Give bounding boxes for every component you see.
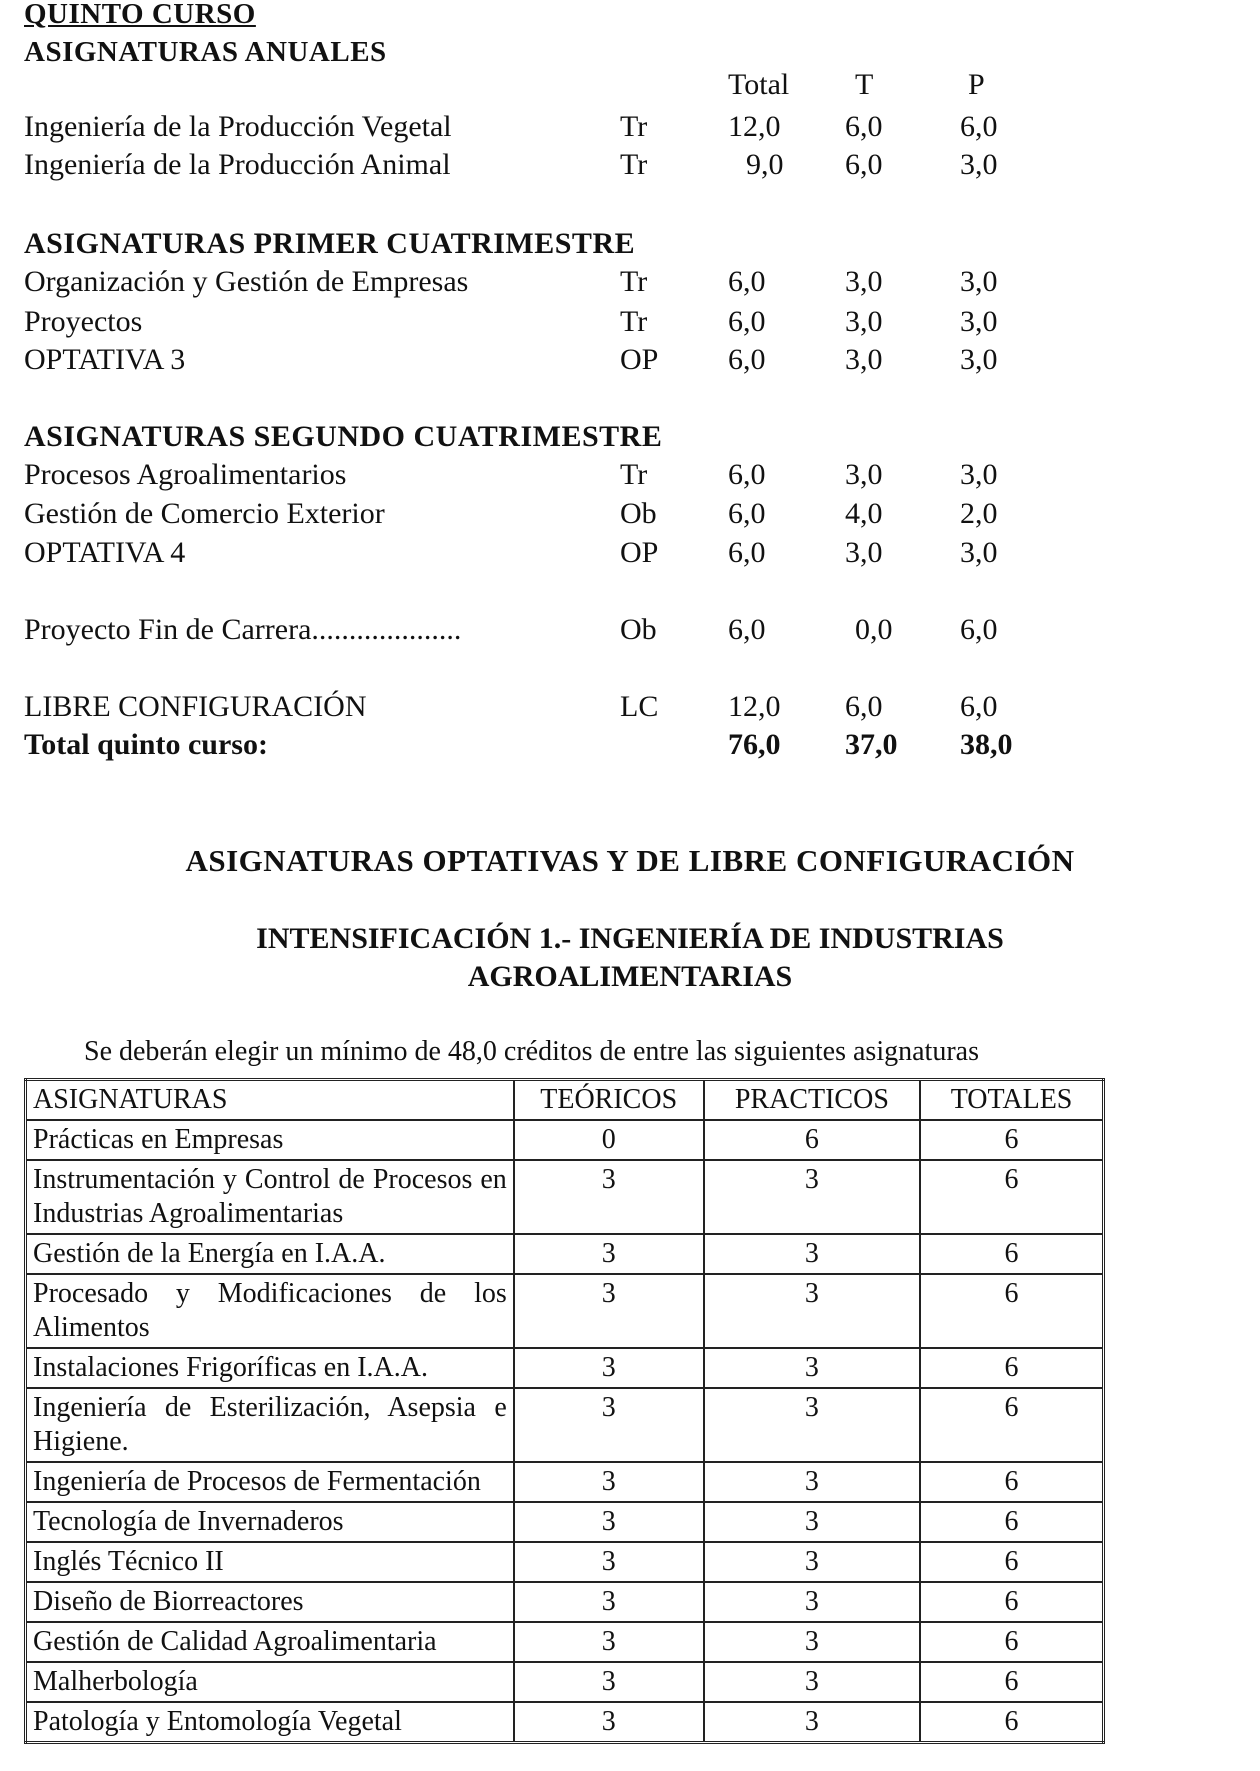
total-label: Total quinto curso: xyxy=(24,728,268,761)
cell-subject: Tecnología de Invernaderos xyxy=(26,1502,514,1542)
subject-name: Organización y Gestión de Empresas xyxy=(24,265,469,298)
cell-practice: 3 xyxy=(704,1582,920,1622)
subject-row xyxy=(0,690,1100,730)
table-row xyxy=(26,1622,1104,1662)
subject-name: LIBRE CONFIGURACIÓN xyxy=(24,690,367,723)
subject-name: Proyecto Fin de Carrera.................... xyxy=(24,613,462,646)
optional-title: ASIGNATURAS OPTATIVAS Y DE LIBRE CONFIGURACIÓN xyxy=(185,843,1075,878)
cell-practice: 3 xyxy=(704,1234,920,1274)
course-title: QUINTO CURSO xyxy=(24,0,256,30)
cell-subject: Inglés Técnico II xyxy=(26,1542,514,1582)
cell-theory: 3 xyxy=(514,1462,704,1502)
subject-type: Ob xyxy=(620,613,657,646)
subject-p: 2,0 xyxy=(960,497,998,530)
subject-total: 6,0 xyxy=(728,265,766,298)
subject-name: Gestión de Comercio Exterior xyxy=(24,497,385,530)
cell-subject: Patología y Entomología Vegetal xyxy=(26,1702,514,1743)
cell-theory: 3 xyxy=(514,1234,704,1274)
cell-practice: 3 xyxy=(704,1348,920,1388)
subject-total: 6,0 xyxy=(728,536,766,569)
subject-t: 6,0 xyxy=(845,148,883,181)
subject-t: 3,0 xyxy=(845,305,883,338)
cell-total: 6 xyxy=(920,1348,1103,1388)
cell-practice: 3 xyxy=(704,1462,920,1502)
col-header-total: Total xyxy=(728,68,790,101)
optional-subjects-table xyxy=(24,1078,1105,1744)
cell-total: 6 xyxy=(920,1160,1103,1234)
intensification-line-2: AGROALIMENTARIAS xyxy=(467,960,793,993)
cell-practice: 6 xyxy=(704,1120,920,1160)
subject-name: Proyectos xyxy=(24,305,143,338)
subject-t: 4,0 xyxy=(845,497,883,530)
table-row xyxy=(26,1348,1104,1388)
cell-subject: Ingeniería de Procesos de Fermentación xyxy=(26,1462,514,1502)
subject-name: Ingeniería de la Producción Vegetal xyxy=(24,110,452,143)
subject-row xyxy=(0,110,1100,150)
total-p: 38,0 xyxy=(960,728,1013,761)
course-total-row xyxy=(0,728,1100,768)
cell-practice: 3 xyxy=(704,1502,920,1542)
cell-theory: 3 xyxy=(514,1622,704,1662)
cell-theory: 3 xyxy=(514,1582,704,1622)
subject-row xyxy=(0,265,1100,305)
subject-type: OP xyxy=(620,536,659,569)
table-row xyxy=(26,1502,1104,1542)
annual-heading: ASIGNATURAS ANUALES xyxy=(24,36,387,68)
subject-total: 6,0 xyxy=(728,613,766,646)
total-t: 37,0 xyxy=(845,728,898,761)
table-row xyxy=(26,1662,1104,1702)
subject-row xyxy=(0,148,1100,188)
cell-subject: Prácticas en Empresas xyxy=(26,1120,514,1160)
subject-t: 3,0 xyxy=(845,265,883,298)
subject-type: Tr xyxy=(620,305,648,338)
subject-t: 6,0 xyxy=(845,110,883,143)
table-row xyxy=(26,1234,1104,1274)
subject-total: 6,0 xyxy=(728,497,766,530)
col-header-t: T xyxy=(855,68,874,101)
cell-practice: 3 xyxy=(704,1702,920,1743)
col-header-p: P xyxy=(968,68,985,101)
table-row xyxy=(26,1582,1104,1622)
subject-name: OPTATIVA 3 xyxy=(24,343,186,376)
cell-practice: 3 xyxy=(704,1622,920,1662)
subject-total: 9,0 xyxy=(746,148,784,181)
subject-type: Tr xyxy=(620,265,648,298)
selection-note: Se deberán elegir un mínimo de 48,0 créditos de entre las siguientes asignaturas xyxy=(84,1036,979,1067)
total-credits: 76,0 xyxy=(728,728,781,761)
subject-type: OP xyxy=(620,343,659,376)
header-practice: PRACTICOS xyxy=(704,1080,920,1121)
subject-name: OPTATIVA 4 xyxy=(24,536,186,569)
cell-practice: 3 xyxy=(704,1160,920,1234)
subject-p: 3,0 xyxy=(960,343,998,376)
header-totals: TOTALES xyxy=(920,1080,1103,1121)
cell-total: 6 xyxy=(920,1502,1103,1542)
first-semester-heading: ASIGNATURAS PRIMER CUATRIMESTRE xyxy=(24,227,636,260)
cell-total: 6 xyxy=(920,1542,1103,1582)
subject-type: Ob xyxy=(620,497,657,530)
subject-p: 6,0 xyxy=(960,110,998,143)
subject-total: 6,0 xyxy=(728,343,766,376)
subject-p: 3,0 xyxy=(960,305,998,338)
subject-p: 3,0 xyxy=(960,536,998,569)
cell-theory: 3 xyxy=(514,1348,704,1388)
cell-practice: 3 xyxy=(704,1542,920,1582)
subject-p: 3,0 xyxy=(960,148,998,181)
intensification-title xyxy=(0,920,1260,996)
subject-type: LC xyxy=(620,690,659,723)
cell-total: 6 xyxy=(920,1234,1103,1274)
cell-subject: Malherbología xyxy=(26,1662,514,1702)
subject-total: 12,0 xyxy=(728,690,781,723)
cell-practice: 3 xyxy=(704,1662,920,1702)
subject-total: 6,0 xyxy=(728,458,766,491)
cell-theory: 3 xyxy=(514,1388,704,1462)
cell-total: 6 xyxy=(920,1662,1103,1702)
subject-type: Tr xyxy=(620,110,648,143)
subject-t: 3,0 xyxy=(845,343,883,376)
subject-row xyxy=(0,497,1100,537)
cell-practice: 3 xyxy=(704,1388,920,1462)
table-row xyxy=(26,1702,1104,1743)
header-subjects: ASIGNATURAS xyxy=(26,1080,514,1121)
subject-total: 12,0 xyxy=(728,110,781,143)
subject-t: 3,0 xyxy=(845,536,883,569)
cell-subject: Procesado y Modificaciones de los Alimentos xyxy=(26,1274,514,1348)
cell-subject: Gestión de Calidad Agroalimentaria xyxy=(26,1622,514,1662)
cell-total: 6 xyxy=(920,1388,1103,1462)
cell-subject: Instrumentación y Control de Procesos en Industrias Agroalimentarias xyxy=(26,1160,514,1234)
table-row xyxy=(26,1388,1104,1462)
subject-row xyxy=(0,613,1100,653)
cell-subject: Instalaciones Frigoríficas en I.A.A. xyxy=(26,1348,514,1388)
subject-t: 0,0 xyxy=(855,613,893,646)
table-row xyxy=(26,1462,1104,1502)
cell-subject: Gestión de la Energía en I.A.A. xyxy=(26,1234,514,1274)
table-row xyxy=(26,1160,1104,1234)
subject-name: Procesos Agroalimentarios xyxy=(24,458,347,491)
cell-total: 6 xyxy=(920,1462,1103,1502)
cell-theory: 3 xyxy=(514,1502,704,1542)
table-row xyxy=(26,1542,1104,1582)
cell-theory: 3 xyxy=(514,1274,704,1348)
cell-subject: Ingeniería de Esterilización, Asepsia e Higiene. xyxy=(26,1388,514,1462)
subject-total: 6,0 xyxy=(728,305,766,338)
cell-theory: 3 xyxy=(514,1542,704,1582)
subject-t: 3,0 xyxy=(845,458,883,491)
subject-t: 6,0 xyxy=(845,690,883,723)
table-header-row xyxy=(26,1080,1104,1121)
cell-theory: 3 xyxy=(514,1702,704,1743)
subject-name: Ingeniería de la Producción Animal xyxy=(24,148,451,181)
cell-subject: Diseño de Biorreactores xyxy=(26,1582,514,1622)
cell-total: 6 xyxy=(920,1702,1103,1743)
table-row xyxy=(26,1120,1104,1160)
subject-row xyxy=(0,458,1100,498)
cell-total: 6 xyxy=(920,1582,1103,1622)
cell-theory: 0 xyxy=(514,1120,704,1160)
second-semester-heading: ASIGNATURAS SEGUNDO CUATRIMESTRE xyxy=(24,420,663,453)
subject-row xyxy=(0,305,1100,345)
subject-type: Tr xyxy=(620,148,648,181)
intensification-line-1: INTENSIFICACIÓN 1.- INGENIERÍA DE INDUSTRIAS xyxy=(256,922,1004,955)
cell-total: 6 xyxy=(920,1120,1103,1160)
cell-practice: 3 xyxy=(704,1274,920,1348)
subject-type: Tr xyxy=(620,458,648,491)
table-row xyxy=(26,1274,1104,1348)
subject-p: 6,0 xyxy=(960,613,998,646)
cell-theory: 3 xyxy=(514,1662,704,1702)
subject-p: 3,0 xyxy=(960,458,998,491)
cell-total: 6 xyxy=(920,1274,1103,1348)
subject-row xyxy=(0,536,1100,576)
subject-p: 6,0 xyxy=(960,690,998,723)
cell-theory: 3 xyxy=(514,1160,704,1234)
subject-row xyxy=(0,343,1100,383)
header-theory: TEÓRICOS xyxy=(514,1080,704,1121)
cell-total: 6 xyxy=(920,1622,1103,1662)
subject-p: 3,0 xyxy=(960,265,998,298)
